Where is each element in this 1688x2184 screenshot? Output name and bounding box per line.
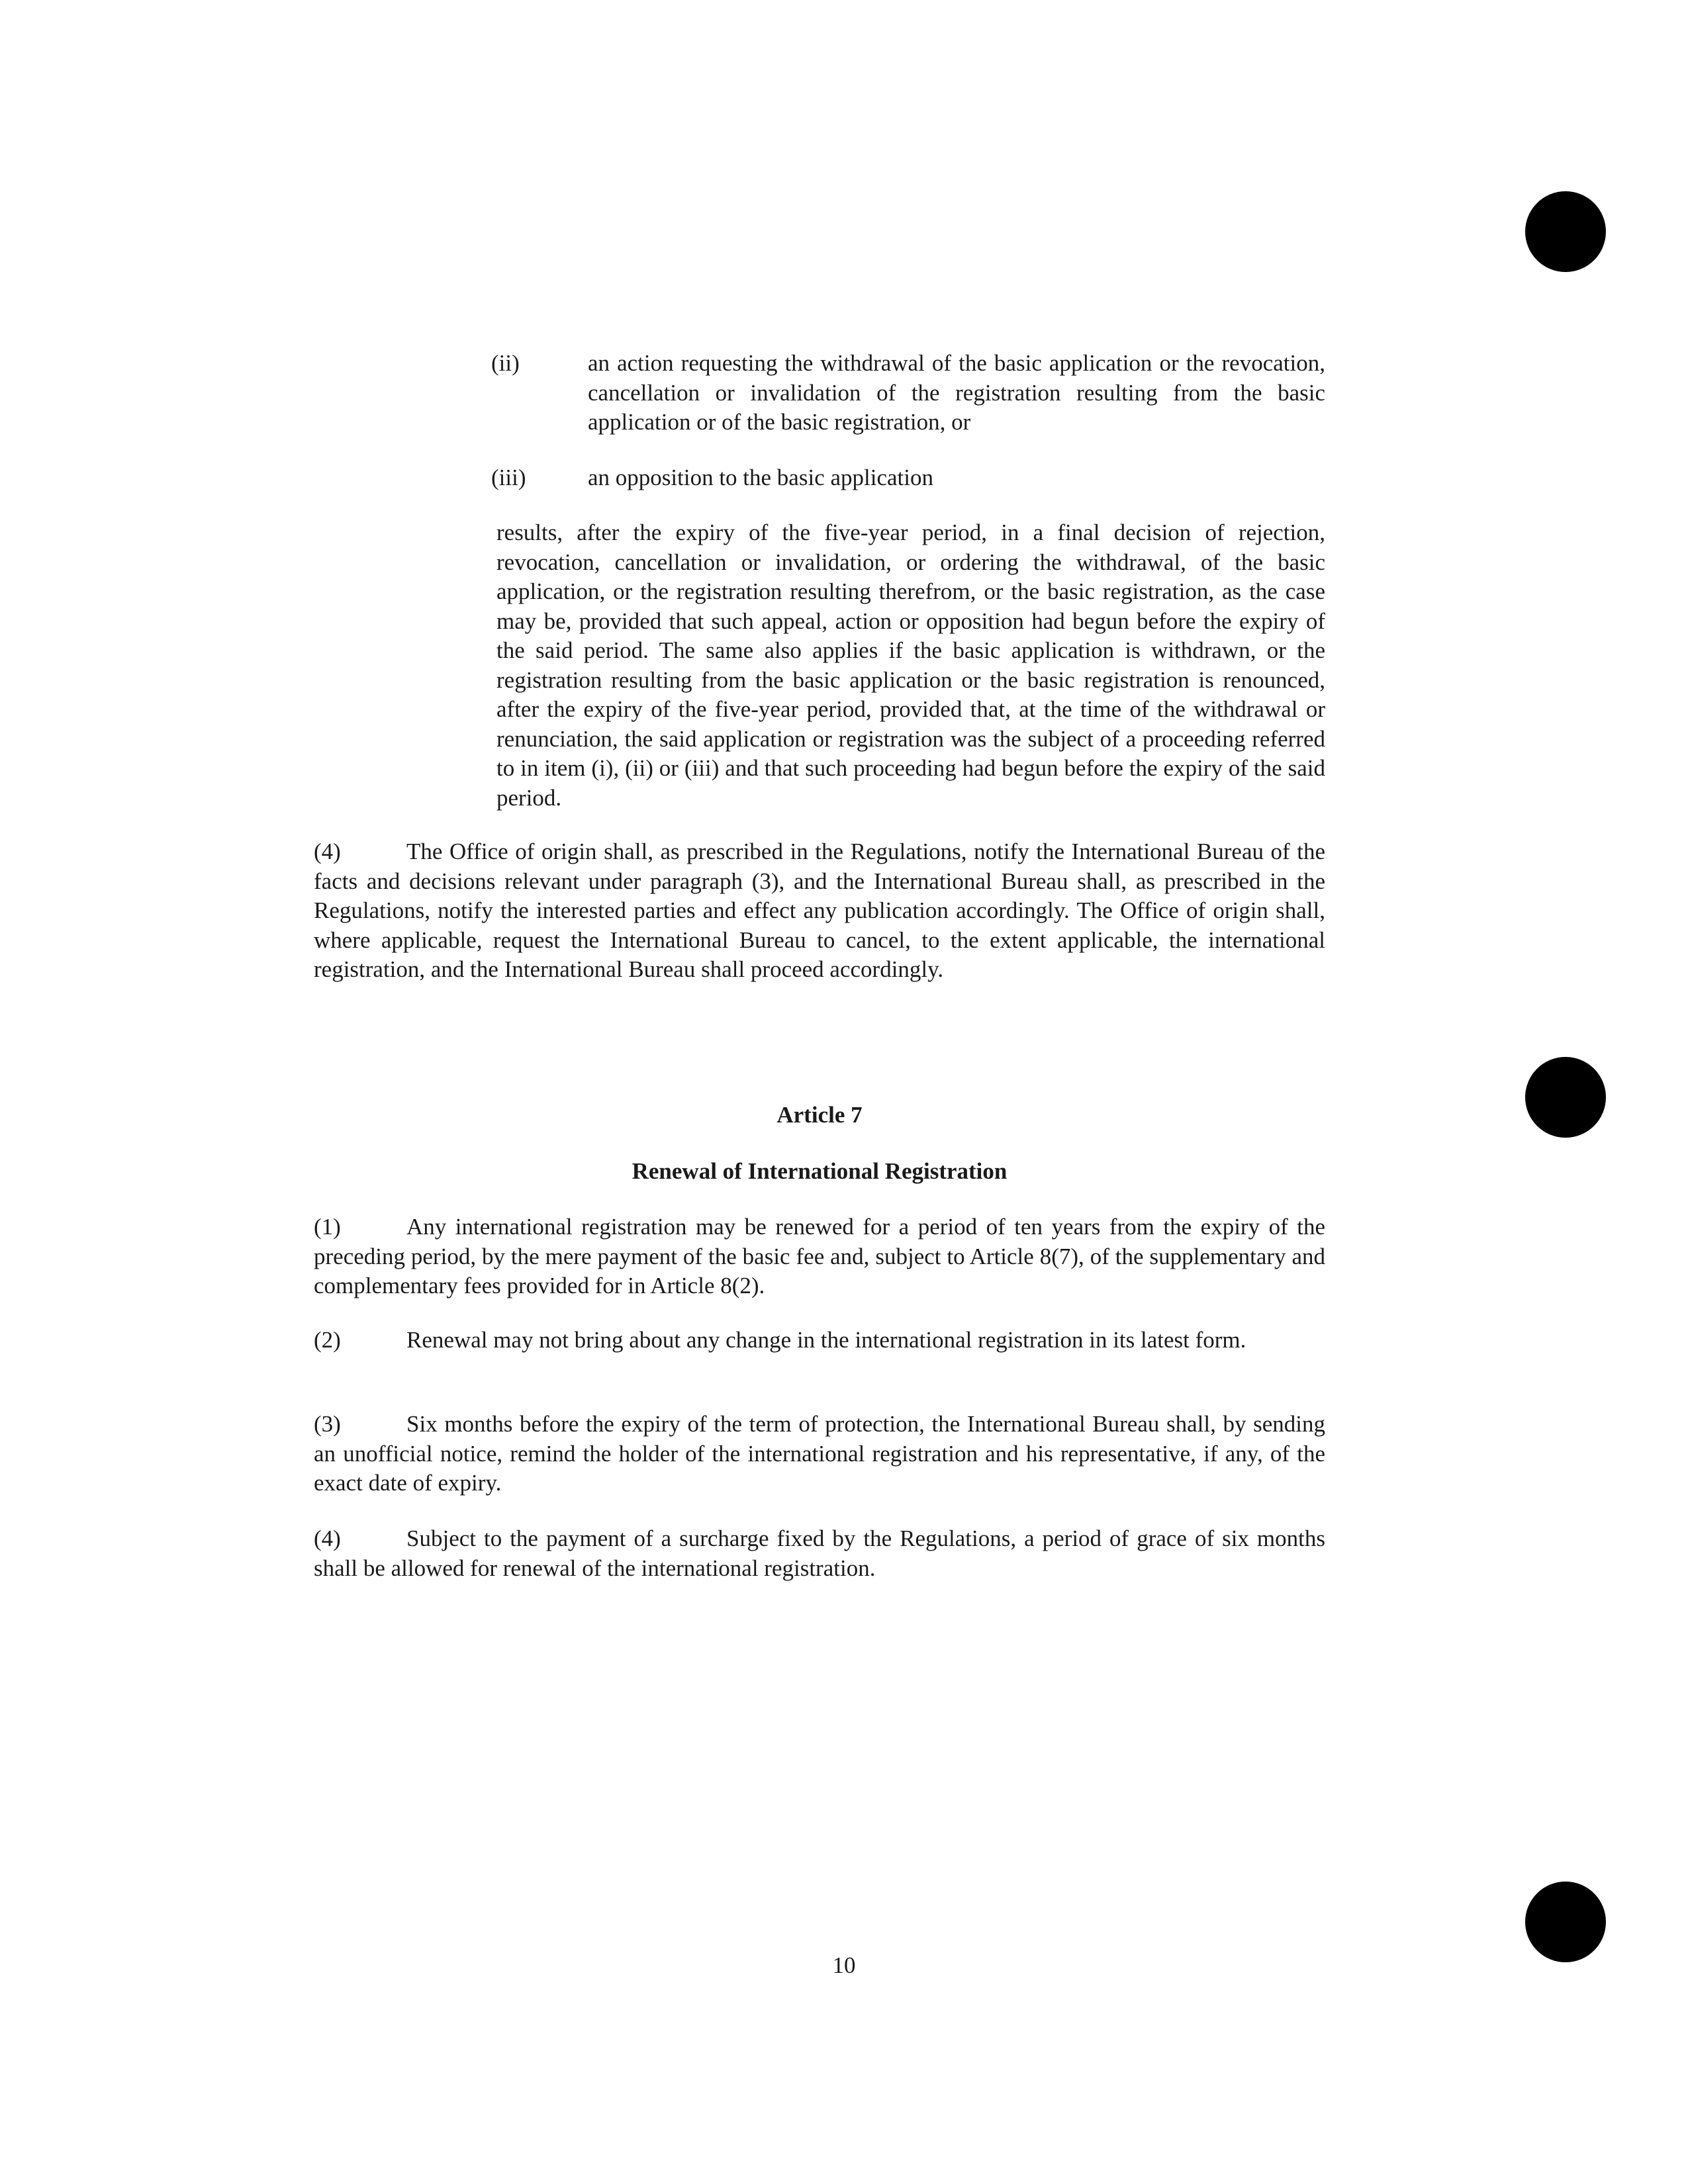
paragraph-text: Subject to the payment of a surcharge fixed by the Regulations, a period of grace of six months shall be allowed for renewal of the international registration.	[314, 1525, 1325, 1581]
item-text: an action requesting the withdrawal of the basic application or the revocation, cancellation or invalidation of the registration resulting from the basic application or of the basic registration, or	[588, 350, 1325, 435]
paragraph-number: (1)	[314, 1214, 341, 1240]
article-paragraph	[314, 1326, 1325, 1355]
paragraph-text: Any international registration may be renewed for a period of ten years from the expiry of the preceding period, by the mere payment of the basic fee and, subject to Article 8(7), of the supplementary and complementary fees provided for in Article 8(2).	[314, 1214, 1325, 1298]
item-number: (iii)	[491, 465, 526, 490]
paragraph-number: (3)	[314, 1411, 341, 1437]
article-paragraph	[314, 1410, 1325, 1498]
punch-hole-top	[1525, 191, 1606, 272]
paragraph-number: (4)	[314, 839, 341, 864]
punch-hole-bottom	[1525, 1882, 1606, 1962]
paragraph-number: (4)	[314, 1525, 341, 1551]
paragraph-number: (2)	[314, 1327, 341, 1353]
article-paragraph	[314, 1212, 1325, 1301]
continuation-paragraph: results, after the expiry of the five-year period, in a final decision of rejection, revocation, cancellation or invalidation, or ordering the withdrawal, of the basic application, or the registration resulting therefrom, or the basic registration, as the case may be, provided that such appeal, action or opposition had begun before the expiry of the said period. The same also applies if the basic application is withdrawn, or the registration resulting from the basic application or the basic registration is renounced, after the expiry of the five-year period, provided that, at the time of the withdrawal or renunciation, the said application or registration was the subject of a proceeding referred to in item (i), (ii) or (iii) and that such proceeding had begun before the expiry of the said period.	[496, 520, 1325, 811]
paragraph-4-previous-article	[314, 837, 1325, 985]
article-title: Article 7	[776, 1102, 863, 1128]
paragraph-text: Renewal may not bring about any change in the international registration in its latest form.	[406, 1327, 1246, 1353]
paragraph-text: The Office of origin shall, as prescribed in the Regulations, notify the International Bureau of the facts and decisions relevant under paragraph (3), and the International Bureau shall, as prescribed in the Regulations, notify the interested parties and effect any publication accordingly. The Office of origin shall, where applicable, request the International Bureau to cancel, to the extent applicable, the international registration, and the International Bureau shall proceed accordingly.	[314, 839, 1325, 982]
page-number: 10	[832, 1952, 856, 1978]
paragraph-text: Six months before the expiry of the term of protection, the International Bureau shall, by sending an unofficial notice, remind the holder of the international registration and his representative, if any, of the exact date of expiry.	[314, 1411, 1325, 1496]
article-subtitle: Renewal of International Registration	[632, 1158, 1008, 1184]
item-text: an opposition to the basic application	[588, 465, 933, 490]
item-number: (ii)	[491, 350, 520, 376]
punch-hole-middle	[1525, 1057, 1606, 1138]
article-paragraph	[314, 1524, 1325, 1583]
